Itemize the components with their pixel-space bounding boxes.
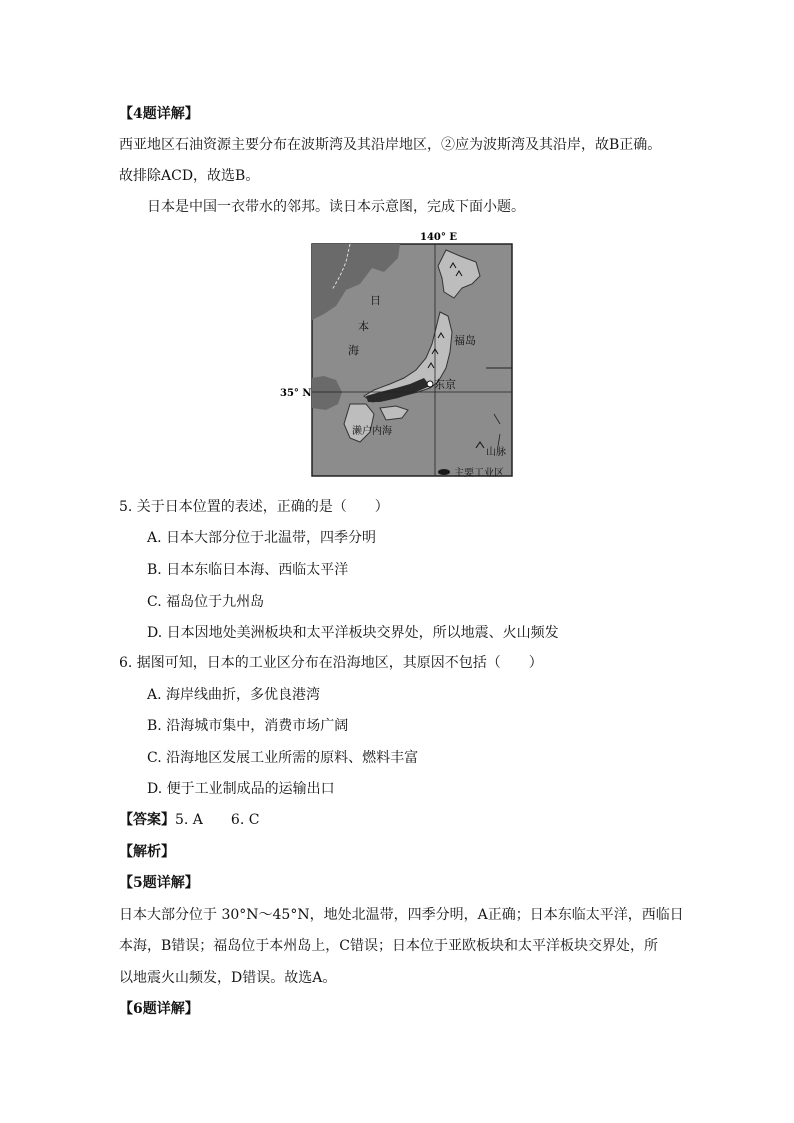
q4-detail-header: 【4题详解】 [119,106,199,122]
q5-detail-line-2: 本海，B错误；福岛位于本州岛上，C错误；日本位于亚欧板块和太平洋板块交界处，所 [119,938,658,954]
answer-label: 【答案】 [119,812,175,828]
question-intro: 日本是中国一衣带水的邻邦。读日本示意图，完成下面小题。 [147,199,525,215]
sea-label-ri: 日 [370,294,381,307]
industry-legend-label: 主要工业区 [454,468,504,479]
japan-map [280,228,520,480]
setonaikai-label: 濑户内海 [352,426,392,437]
q5-detail-line-1: 日本大部分位于 30°N～45°N，地处北温带，四季分明，A正确；日本东临太平洋，西临日 [119,907,684,923]
answer-line [119,810,259,830]
q6-option-b: B. 沿海城市集中，消费市场广阔 [147,718,349,734]
tokyo-label: 东京 [434,378,456,391]
tokyo-marker [427,381,433,387]
industry-legend-icon [438,469,450,475]
q6-stem: 6. 据图可知，日本的工业区分布在沿海地区，其原因不包括（ ） [119,655,543,671]
sea-label-hai: 海 [348,344,359,357]
longitude-label: 140° E [420,232,457,243]
q6-detail-header: 【6题详解】 [119,1001,199,1017]
q5-stem: 5. 关于日本位置的表述，正确的是（ ） [119,499,389,515]
mountain-legend-label: 山脉 [486,447,506,458]
q6-option-c: C. 沿海地区发展工业所需的原料、燃料丰富 [147,750,419,766]
q5-option-a: A. 日本大部分位于北温带，四季分明 [147,530,377,546]
japan-map-figure [280,228,520,480]
fukushima-label: 福岛 [454,334,476,347]
q5-detail-line-3: 以地震火山频发，D错误。故选A。 [119,970,337,986]
q5-option-c: C. 福岛位于九州岛 [147,594,265,610]
analysis-label: 【解析】 [119,844,175,860]
sea-label-ben: 本 [358,320,369,333]
q4-detail-line-2: 故排除ACD，故选B。 [119,168,260,184]
latitude-label: 35° N [280,388,312,399]
q6-option-a: A. 海岸线曲折，多优良港湾 [147,687,321,703]
q5-option-d: D. 日本因地处美洲板块和太平洋板块交界处，所以地震、火山频发 [147,625,559,641]
answer-6: 6. C [230,812,260,828]
q5-detail-header: 【5题详解】 [119,875,199,891]
q4-detail-line-1: 西亚地区石油资源主要分布在波斯湾及其沿岸地区，②应为波斯湾及其沿岸，故B正确。 [119,137,662,153]
answer-5: 5. A [175,812,203,828]
q6-option-d: D. 便于工业制成品的运输出口 [147,781,335,797]
q5-option-b: B. 日本东临日本海、西临太平洋 [147,562,349,578]
